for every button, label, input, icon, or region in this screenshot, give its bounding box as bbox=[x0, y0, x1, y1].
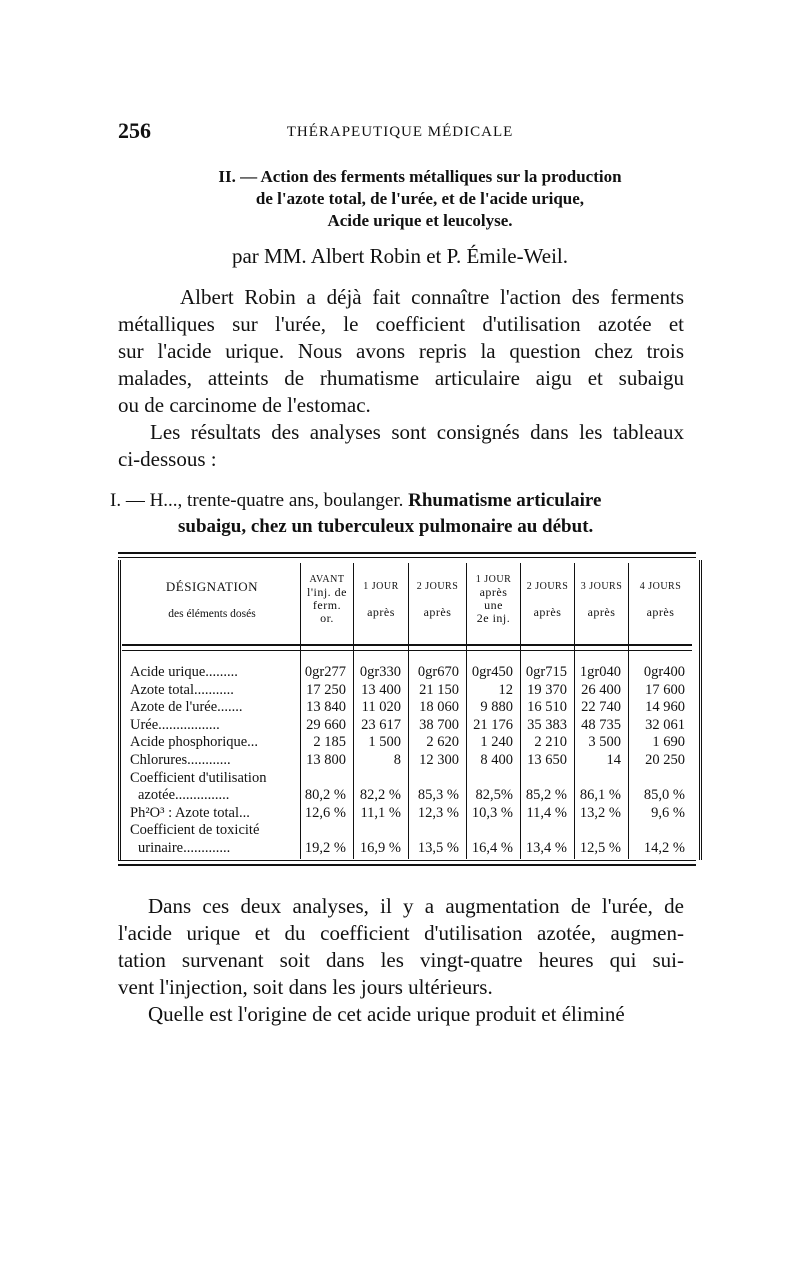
cell-value: 14,2 % bbox=[643, 840, 685, 856]
table-row bbox=[122, 787, 692, 805]
column-header-line: 3 JOURS bbox=[580, 581, 623, 592]
table-row bbox=[122, 770, 692, 788]
cell-value: 21 150 bbox=[419, 681, 459, 698]
cell-value: 13 840 bbox=[306, 699, 346, 716]
column-header bbox=[575, 580, 628, 619]
cell-value: 11,4 % bbox=[526, 804, 567, 821]
row-label: Acide phosphorique... bbox=[130, 734, 259, 751]
cell-value: 19 370 bbox=[527, 681, 567, 698]
table-row bbox=[122, 840, 692, 858]
column-header-line: après bbox=[423, 605, 452, 619]
cell-value: 12 bbox=[498, 681, 513, 698]
running-title: THÉRAPEUTIQUE MÉDICALE bbox=[286, 124, 514, 140]
cell-value: 1 500 bbox=[368, 734, 401, 751]
designation-subheader: des éléments dosés bbox=[168, 608, 256, 620]
column-header bbox=[629, 580, 692, 619]
cell-value: 13,5 % bbox=[417, 840, 459, 856]
cell-value: 11 020 bbox=[361, 699, 401, 716]
cell-value: 38 700 bbox=[419, 716, 459, 733]
column-header-line: or. bbox=[320, 611, 334, 625]
cell-value: 12 300 bbox=[419, 752, 459, 768]
row-label: Coefficient de toxicité bbox=[130, 822, 260, 839]
cell-value: 0gr450 bbox=[471, 664, 513, 680]
text-line: Albert Robin a déjà fait connaître l'action des ferments bbox=[180, 285, 684, 309]
cell-value: 16 510 bbox=[527, 699, 567, 716]
column-header-line: 2e inj. bbox=[476, 611, 511, 625]
text-line: vent l'injection, soit dans les jours ultérieurs. bbox=[118, 975, 493, 999]
row-label: Coefficient d'utilisation bbox=[130, 769, 267, 786]
page-number: 256 bbox=[118, 118, 151, 143]
row-label: Ph²O³ : Azote total... bbox=[130, 804, 250, 821]
column-header-line: 4 JOURS bbox=[639, 581, 682, 592]
table-row bbox=[122, 682, 692, 700]
case-diagnosis-cont: subaigu, chez un tuberculeux pulmonaire au début. bbox=[178, 516, 594, 537]
cell-value: 86,1 % bbox=[579, 787, 621, 804]
text-line: Quelle est l'origine de cet acide urique produit et éliminé bbox=[148, 1002, 625, 1026]
table-row bbox=[122, 717, 692, 735]
case-heading bbox=[110, 488, 700, 540]
cell-value: 2 185 bbox=[313, 734, 346, 751]
cell-value: 23 617 bbox=[361, 716, 401, 733]
column-header bbox=[521, 580, 574, 619]
table-row bbox=[122, 734, 692, 752]
cell-value: 20 250 bbox=[645, 752, 685, 768]
cell-value: 14 960 bbox=[645, 699, 685, 716]
cell-value: 21 176 bbox=[473, 716, 513, 733]
row-label: Chlorures............ bbox=[130, 752, 231, 768]
cell-value: 2 210 bbox=[534, 734, 567, 751]
cell-value: 22 740 bbox=[581, 699, 621, 716]
table-bottom-rule-thin bbox=[118, 860, 696, 861]
row-label: azotée............... bbox=[138, 787, 230, 804]
header-separator bbox=[122, 644, 692, 651]
section-title-line: II. — Action des ferments métalliques sur la production bbox=[218, 167, 622, 186]
cell-value: 16,4 % bbox=[471, 840, 513, 856]
cell-value: 85,0 % bbox=[643, 787, 685, 804]
cell-value: 2 620 bbox=[426, 734, 459, 751]
column-header-line: 1 JOUR bbox=[363, 581, 399, 592]
cell-value: 85,3 % bbox=[417, 787, 459, 804]
results-intro-paragraph bbox=[118, 419, 684, 473]
cell-value: 12,3 % bbox=[417, 804, 459, 821]
cell-value: 13,2 % bbox=[579, 804, 621, 821]
cell-value: 0gr670 bbox=[417, 664, 459, 680]
section-title-line: de l'azote total, de l'urée, et de l'acide urique, bbox=[255, 189, 585, 208]
cell-value: 3 500 bbox=[588, 734, 621, 751]
column-header-line: après bbox=[646, 605, 675, 619]
section-title bbox=[150, 166, 690, 232]
table-row bbox=[122, 664, 692, 682]
cell-value: 0gr715 bbox=[525, 664, 567, 680]
column-header-line: 2 JOURS bbox=[526, 581, 569, 592]
table-row bbox=[122, 805, 692, 823]
table-top-rule-thin bbox=[118, 557, 696, 558]
cell-value: 13 800 bbox=[306, 752, 346, 768]
cell-value: 0gr330 bbox=[359, 664, 401, 680]
column-header-line: 2 JOURS bbox=[416, 581, 459, 592]
cell-value: 35 383 bbox=[527, 716, 567, 733]
cell-value: 32 061 bbox=[645, 716, 685, 733]
column-header-line: après bbox=[587, 605, 616, 619]
conclusion-paragraph bbox=[118, 893, 684, 1028]
text-line: l'acide urique et du coefficient d'utilisation azotée, augmen- bbox=[118, 921, 684, 945]
column-header bbox=[354, 580, 408, 619]
cell-value: 12,6 % bbox=[304, 804, 346, 821]
cell-value: 13,4 % bbox=[525, 840, 567, 856]
cell-value: 82,2 % bbox=[359, 787, 401, 804]
column-header bbox=[467, 573, 520, 625]
cell-value: 0gr400 bbox=[643, 664, 685, 680]
text-line: métalliques sur l'urée, le coefficient d'utilisation azotée et bbox=[118, 312, 684, 336]
cell-value: 13 650 bbox=[527, 752, 567, 768]
cell-value: 1 240 bbox=[480, 734, 513, 751]
cell-value: 9 880 bbox=[480, 699, 513, 716]
cell-value: 8 400 bbox=[480, 752, 513, 768]
text-line: Dans ces deux analyses, il y a augmentation de l'urée, de bbox=[148, 894, 684, 918]
column-header bbox=[301, 573, 353, 625]
cell-value: 1gr040 bbox=[579, 664, 621, 680]
cell-value: 17 250 bbox=[306, 681, 346, 698]
cell-value: 26 400 bbox=[581, 681, 621, 698]
row-label: urinaire............. bbox=[138, 840, 231, 856]
table-row bbox=[122, 699, 692, 717]
cell-value: 11,1 % bbox=[360, 804, 401, 821]
cell-value: 48 735 bbox=[581, 716, 621, 733]
intro-paragraph bbox=[118, 284, 684, 419]
text-line: tation survenant soit dans les vingt-quatre heures qui sui- bbox=[118, 948, 684, 972]
cell-value: 14 bbox=[606, 752, 621, 768]
row-label: Urée................. bbox=[130, 716, 220, 733]
column-header-line: après bbox=[479, 585, 508, 599]
cell-value: 17 600 bbox=[645, 681, 685, 698]
text-line: ci-dessous : bbox=[118, 447, 217, 471]
cell-value: 82,5% bbox=[475, 787, 513, 804]
text-line: ou de carcinome de l'estomac. bbox=[118, 393, 371, 417]
case-diagnosis: Rhumatisme articulaire bbox=[408, 490, 602, 511]
cell-value: 85,2 % bbox=[525, 787, 567, 804]
cell-value: 8 bbox=[393, 752, 401, 768]
cell-value: 1 690 bbox=[652, 734, 685, 751]
table-row bbox=[122, 822, 692, 840]
cell-value: 0gr277 bbox=[304, 664, 346, 680]
column-header-line: après bbox=[367, 605, 395, 619]
section-title-line: Acide urique et leucolyse. bbox=[327, 211, 513, 230]
column-header-line: AVANT bbox=[309, 574, 345, 585]
cell-value: 12,5 % bbox=[579, 840, 621, 856]
text-line: Les résultats des analyses sont consignés dans les tableaux bbox=[150, 420, 684, 444]
table-row bbox=[122, 752, 692, 770]
column-header-line: une bbox=[484, 598, 503, 612]
case-intro: I. — H..., trente-quatre ans, boulanger. bbox=[110, 490, 404, 511]
table-bottom-rule bbox=[118, 864, 696, 866]
row-label: Azote de l'urée....... bbox=[130, 699, 243, 716]
column-header bbox=[409, 580, 466, 619]
cell-value: 9,6 % bbox=[651, 804, 685, 821]
row-label: Azote total........... bbox=[130, 681, 234, 698]
text-line: malades, atteints de rhumatisme articulaire aigu et subaigu bbox=[118, 366, 684, 390]
authors-line: par MM. Albert Robin et P. Émile-Weil. bbox=[231, 244, 569, 268]
cell-value: 13 400 bbox=[361, 681, 401, 698]
cell-value: 19,2 % bbox=[304, 840, 346, 856]
designation-header: DÉSIGNATION bbox=[165, 579, 259, 594]
row-label: Acide urique......... bbox=[130, 664, 238, 680]
column-header-line: après bbox=[533, 605, 562, 619]
cell-value: 10,3 % bbox=[471, 804, 513, 821]
text-line: sur l'acide urique. Nous avons repris la question chez trois bbox=[118, 339, 684, 363]
cell-value: 18 060 bbox=[419, 699, 459, 716]
column-header-line: 1 JOUR bbox=[475, 574, 512, 585]
column-header-line: l'inj. de bbox=[307, 585, 347, 599]
cell-value: 16,9 % bbox=[359, 840, 401, 856]
cell-value: 80,2 % bbox=[304, 787, 346, 804]
cell-value: 29 660 bbox=[306, 716, 346, 733]
table-top-rule bbox=[118, 552, 696, 554]
column-header-line: ferm. bbox=[312, 598, 342, 612]
